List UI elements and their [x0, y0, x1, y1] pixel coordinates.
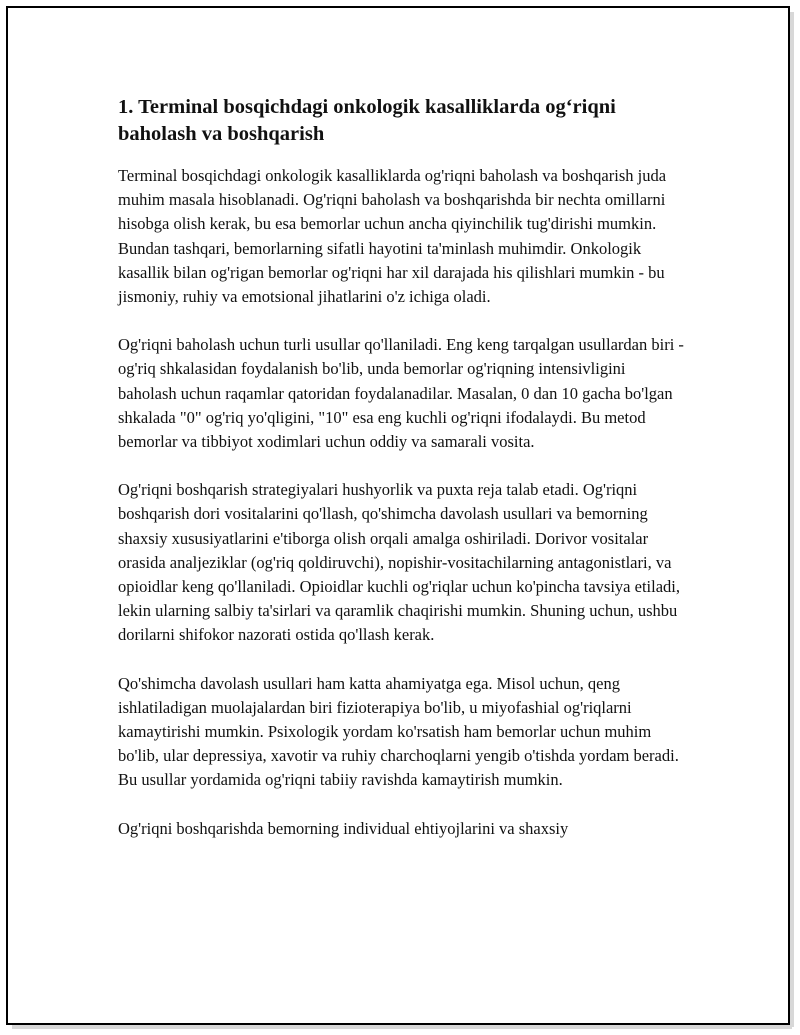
paragraph-pain-assessment-intro: Terminal bosqichdagi onkologik kasalliklarda og'riqni baholash va boshqarish juda muhim masala hisoblanadi. Og'riqni baholash va boshqarishda bir nechta omillarni hisobga olish kerak, bu esa bemorlar uchun ancha qiyinchilik tug'dirishi mumkin. Bundan tashqari, bemorlarning sifatli hayotini ta'minlash muhimdir. Onkologik kasallik bilan og'rigan bemorlar og'riqni har xil darajada his qilishlari mumkin - bu jismoniy, ruhiy va emotsional jihatlarini o'z ichiga oladi.: [118, 166, 667, 307]
paragraph-pain-management-strategies: Og'riqni boshqarish strategiyalari hushyorlik va puxta reja talab etadi. Og'riqni boshqarish dori vositalarini qo'llash, qo'shimcha davolash usullari va bemorning shaxsiy xususiyatlarini e'tiborga olish orqali amalga oshiriladi. Dorivor vositalar orasida analjeziklar (og'riq qoldiruvchi), nopishir-vositachilarning antagonistlari, va opioidlar keng qo'llaniladi. Opioidlar kuchli og'riqlar uchun ko'pincha tavsiya etiladi, lekin ularning salbiy ta'sirlari va qaramlik chaqirishi mumkin. Shuning uchun, ushbu dorilarni shifokor nazorati ostida qo'llash kerak.: [118, 480, 680, 645]
paragraph-individual-needs: Og'riqni boshqarishda bemorning individual ehtiyojlarini va shaxsiy: [118, 818, 569, 838]
section-heading: 1. Terminal bosqichdagi onkologik kasalliklarda og‘riqni baholash va boshqarish: [118, 96, 616, 145]
paragraph-additional-treatments: Qo'shimcha davolash usullari ham katta ahamiyatga ega. Misol uchun, qeng ishlatiladigan muolajalardan biri fizioterapiya bo'lib, u miyofashial og'riqlarni kamaytirishi mumkin. Psixologik yordam ko'rsatish ham bemorlar uchun muhim bo'lib, ular depressiya, xavotir va ruhiy charchoqlarni yengib o'tishda yordam beradi. Bu usullar yordamida og'riqni tabiiy ravishda kamaytirish mumkin.: [118, 673, 679, 790]
paragraph-pain-scale: Og'riqni baholash uchun turli usullar qo'llaniladi. Eng keng tarqalgan usullardan biri - og'riq shkalasidan foydalanish bo'lib, unda bemorlar og'riqning intensivligini baholash uchun raqamlar qatoridan foydalanadilar. Masalan, 0 dan 10 gacha bo'lgan shkalada "0" og'riq yo'qligini, "10" esa eng kuchli og'riqni ifodalaydi. Bu metod bemorlar va tibbiyot xodimlari uchun oddiy va samarali vosita.: [118, 335, 684, 452]
document-body: [118, 94, 688, 865]
